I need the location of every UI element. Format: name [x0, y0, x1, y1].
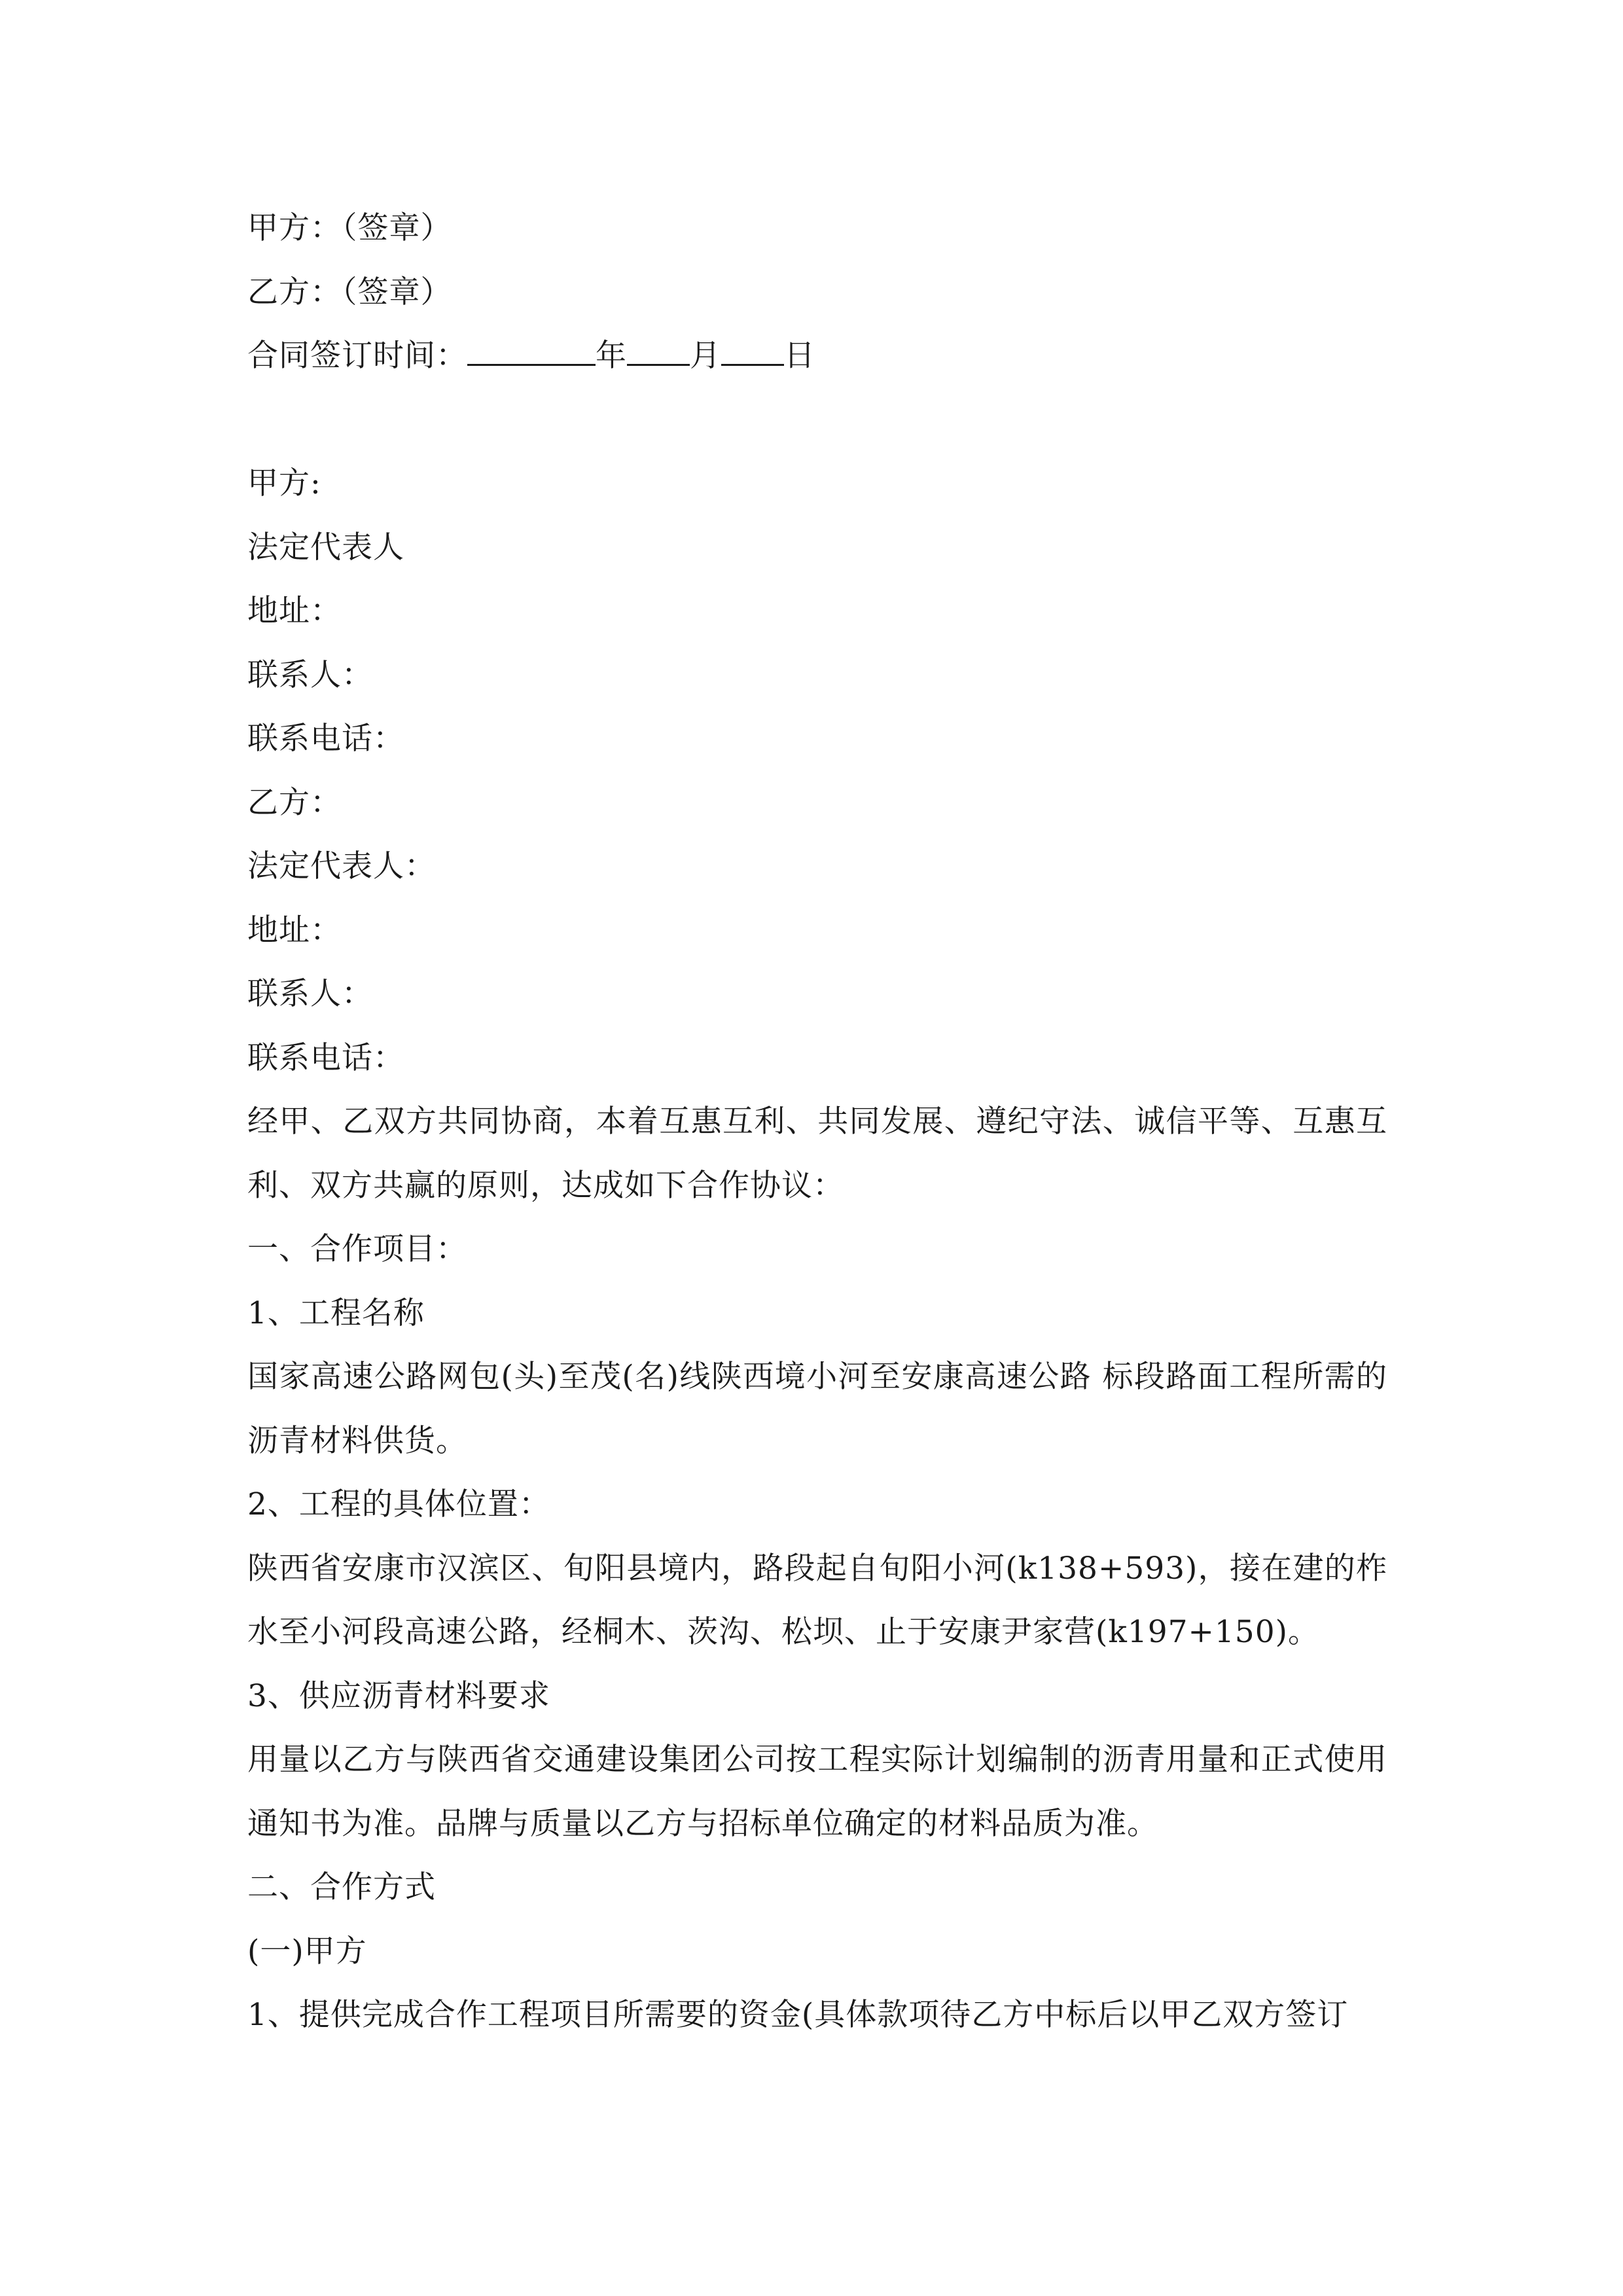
project-location-text: 陕西省安康市汉滨区、旬阳县境内，路段起自旬阳小河(k138+593)，接在建的柞水至小河段高速公路，经桐木、茨沟、松坝、止于安康尹家营(k197+150)。: [247, 1550, 1387, 1650]
day-label: 日: [784, 338, 815, 374]
section-1-heading: 一、合作项目：: [247, 1231, 467, 1267]
party-a-address: 地址：: [247, 593, 342, 629]
party-a-duty-1: 1、提供完成合作工程项目所需要的资金(具体款项待乙方中标后以甲乙双方签订: [247, 1997, 1349, 2033]
project-name-text: 国家高速公路网包(头)至茂(名)线陕西境小河至安康高速公路 标段路面工程所需的沥青材料供货。: [247, 1359, 1387, 1459]
month-blank: [627, 338, 690, 366]
party-b-address: 地址：: [247, 912, 342, 948]
party-a-legal-rep: 法定代表人: [247, 529, 404, 565]
party-a-duties-heading: (一)甲方: [247, 1933, 367, 1969]
day-blank: [721, 338, 784, 366]
party-b-label: 乙方：: [247, 784, 342, 821]
spacer: [247, 388, 1387, 452]
party-a-phone: 联系电话：: [247, 721, 404, 757]
party-b-phone: 联系电话：: [247, 1039, 404, 1076]
party-a-signature: 甲方：（签章）: [247, 210, 452, 246]
section-2-heading: 二、合作方式: [247, 1869, 436, 1905]
project-location-heading: 2、工程的具体位置：: [247, 1486, 550, 1522]
party-b-signature: 乙方：（签章）: [247, 274, 452, 310]
project-name-heading: 1、工程名称: [247, 1295, 425, 1331]
month-label: 月: [690, 338, 721, 374]
material-requirements-text: 用量以乙方与陕西省交通建设集团公司按工程实际计划编制的沥青用量和正式使用通知书为准。品牌与质量以乙方与招标单位确定的材料品质为准。: [247, 1742, 1387, 1842]
party-b-legal-rep: 法定代表人：: [247, 848, 436, 884]
contract-date-line: [247, 324, 1387, 388]
party-a-label: 甲方:: [247, 465, 321, 501]
material-requirements-heading: 3、供应沥青材料要求: [247, 1677, 550, 1714]
party-b-contact: 联系人：: [247, 976, 373, 1012]
document-body: [247, 196, 1387, 2047]
year-label: 年: [596, 338, 627, 374]
intro-paragraph: 经甲、乙双方共同协商，本着互惠互利、共同发展、遵纪守法、诚信平等、互惠互利、双方共赢的原则，达成如下合作协议：: [247, 1103, 1387, 1204]
date-label: 合同签订时间：: [247, 338, 467, 374]
party-a-contact: 联系人：: [247, 656, 373, 693]
year-blank: [467, 338, 596, 366]
